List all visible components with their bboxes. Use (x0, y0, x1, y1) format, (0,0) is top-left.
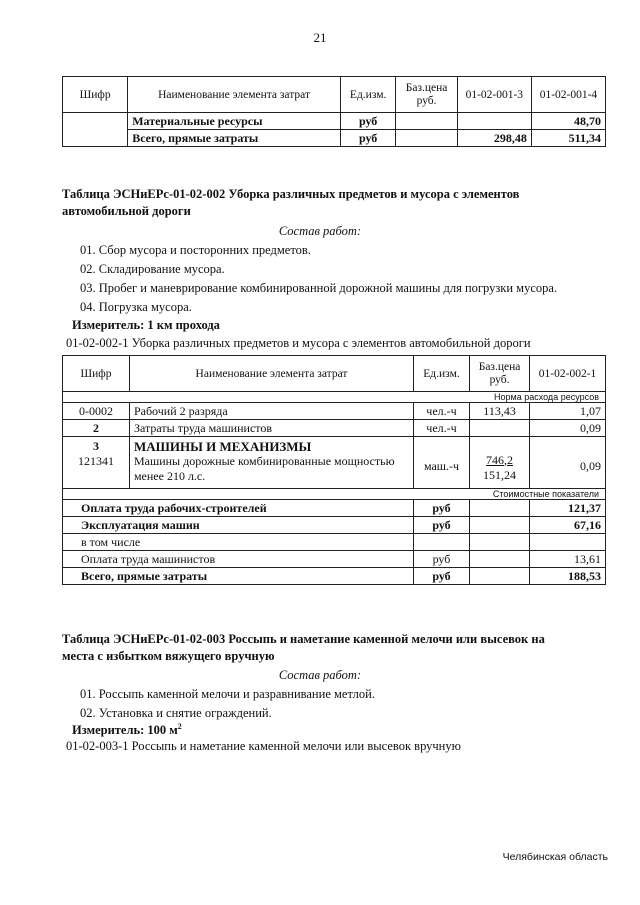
section2-measure: Измеритель: 1 км прохода (72, 318, 220, 332)
table-row (63, 130, 606, 147)
row-name: Материальные ресурсы (128, 113, 341, 130)
row-code: 0-0002 (63, 403, 130, 420)
table-row (63, 551, 606, 568)
section2-item: 04. Погрузка мусора. (80, 300, 192, 314)
resource-table (62, 355, 606, 585)
table-row (63, 403, 606, 420)
table-row (63, 500, 606, 517)
row-value: 511,34 (531, 130, 605, 147)
table-row (63, 437, 606, 489)
header-name: Наименование элемента затрат (128, 77, 341, 113)
section2-item: 02. Складирование мусора. (80, 262, 225, 276)
row-name: Машины дорожные комбинированные мощностью менее 210 л.с. (133, 454, 395, 483)
table-row (63, 568, 606, 585)
row-base: 113,43 (470, 403, 530, 420)
row-value: 0,09 (530, 437, 606, 489)
row-unit: руб (340, 113, 395, 130)
section3-ref: 01-02-003-1 Россыпь и наметание каменной мелочи или высевок вручную (66, 739, 461, 753)
row-code: 121341 (77, 454, 114, 468)
header-code: Шифр (63, 356, 130, 392)
header-col-001-3: 01-02-001-3 (457, 77, 531, 113)
header-base-price: Баз.цена руб. (396, 77, 457, 113)
section3-item: 01. Россыпь каменной мелочи и разравнивание метлой. (80, 687, 375, 701)
row-unit: чел.-ч (414, 420, 470, 437)
row-code: 3 (92, 439, 99, 453)
row-unit: руб (414, 500, 470, 517)
row-value: 1,07 (530, 403, 606, 420)
section3-title: Таблица ЭСНиЕРс-01-02-003 Россыпь и наметание каменной мелочи или высевок на места с избытком вяжущего вручную (62, 632, 545, 663)
row-value: 121,37 (530, 500, 606, 517)
table-row (63, 517, 606, 534)
page-number: 21 (313, 30, 327, 45)
row-name: Оплата труда рабочих-строителей (63, 500, 414, 517)
row-unit: руб (414, 568, 470, 585)
row-value: 67,16 (530, 517, 606, 534)
cost-label: Стоимостные показатели (63, 489, 606, 500)
section3-item: 02. Установка и снятие ограждений. (80, 706, 272, 720)
section2-title: Таблица ЭСНиЕРс-01-02-002 Уборка различных предметов и мусора с элементов автомобильной дороги (62, 187, 520, 218)
section3-composition-label: Состав работ: (278, 668, 362, 682)
row-base: 151,24 (483, 467, 517, 482)
row-value: 48,70 (531, 113, 605, 130)
row-unit: руб (414, 551, 470, 568)
row-value: 0,09 (530, 420, 606, 437)
section2-item: 03. Пробег и маневрирование комбинированной дорожной машины для погрузки мусора. (80, 281, 558, 295)
header-unit: Ед.изм. (340, 77, 395, 113)
row-name: Всего, прямые затраты (128, 130, 341, 147)
row-unit: руб (414, 517, 470, 534)
header-name: Наименование элемента затрат (129, 356, 413, 392)
row-name: в том числе (63, 534, 414, 551)
row-base (470, 420, 530, 437)
row-name: Всего, прямые затраты (63, 568, 414, 585)
machines-heading: МАШИНЫ И МЕХАНИЗМЫ (133, 439, 312, 454)
section2-item: 01. Сбор мусора и посторонних предметов. (80, 243, 311, 257)
row-name: Затраты труда машинистов (129, 420, 413, 437)
row-base: 746,2 (486, 452, 514, 467)
row-unit: руб (340, 130, 395, 147)
section2-composition-label: Состав работ: (278, 224, 362, 238)
row-value: 188,53 (530, 568, 606, 585)
row-name: Оплата труда машинистов (63, 551, 414, 568)
header-col-002-1: 01-02-002-1 (530, 356, 606, 392)
row-name: Рабочий 2 разряда (129, 403, 413, 420)
row-code: 2 (63, 420, 130, 437)
header-base-price: Баз.цена руб. (470, 356, 530, 392)
table-row (63, 420, 606, 437)
row-value: 298,48 (457, 130, 531, 147)
header-code: Шифр (63, 77, 128, 113)
table-row (63, 113, 606, 130)
row-unit: чел.-ч (414, 403, 470, 420)
row-value: 13,61 (530, 551, 606, 568)
row-unit: маш.-ч (414, 437, 470, 489)
table-row (63, 534, 606, 551)
table-continuation (62, 76, 606, 147)
footer-region: Челябинская область (502, 851, 608, 863)
row-name: Эксплуатация машин (63, 517, 414, 534)
norma-label: Норма расхода ресурсов (63, 392, 606, 403)
section3-measure: Измеритель: 100 $м^2$ (72, 722, 182, 738)
header-col-001-4: 01-02-001-4 (531, 77, 605, 113)
section2-ref: 01-02-002-1 Уборка различных предметов и мусора с элементов автомобильной дороги (66, 336, 531, 350)
header-unit: Ед.изм. (414, 356, 470, 392)
